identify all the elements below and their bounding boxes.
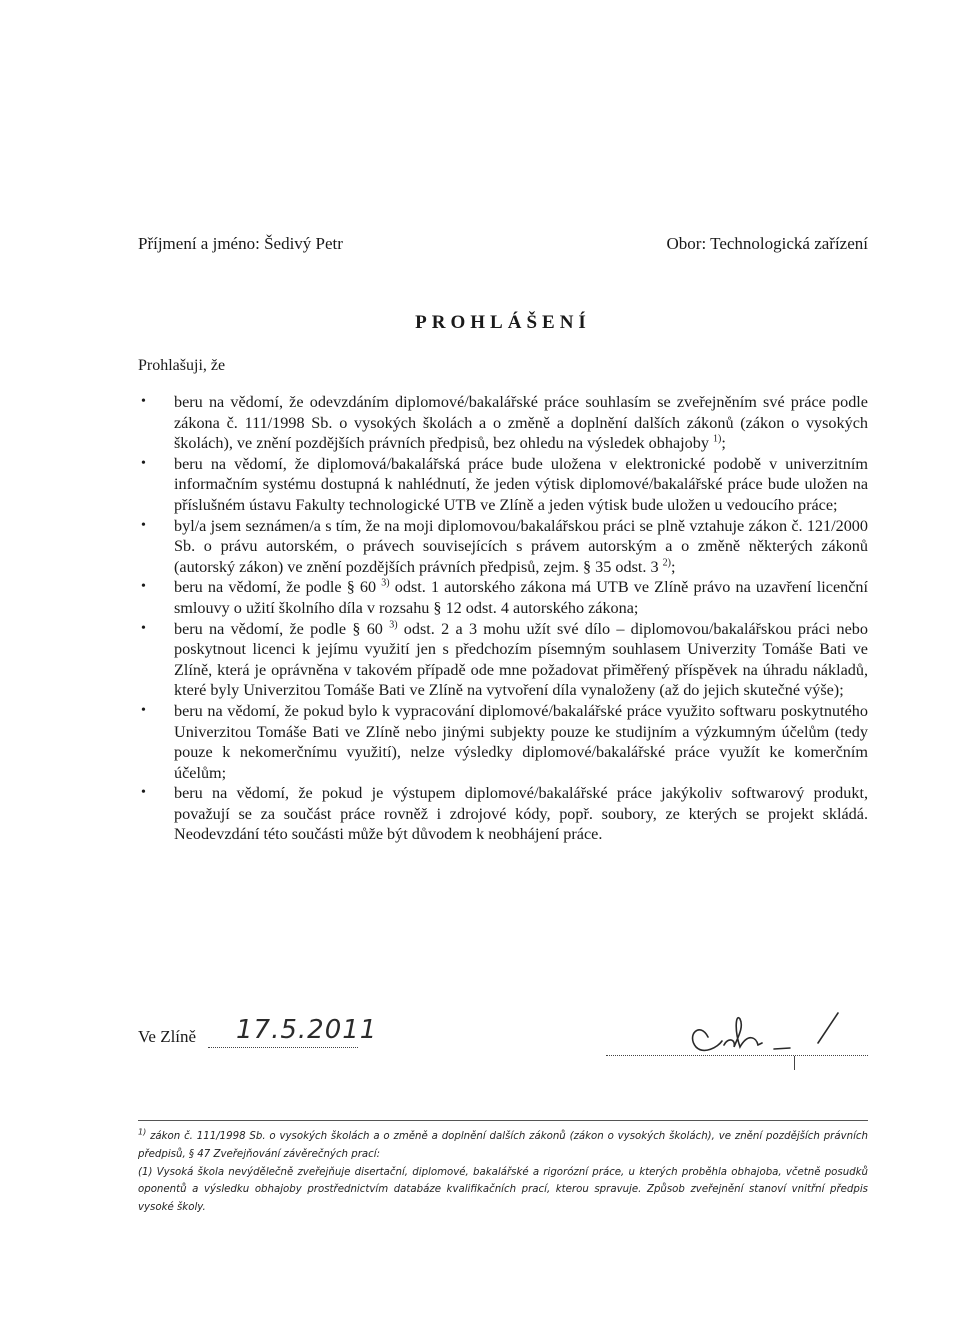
footnotes (138, 1128, 868, 1217)
footnote-reference: 3) (389, 619, 398, 631)
declaration-item-text: beru na vědomí, že pokud bylo k vypracování diplomové/bakalářské práce využito softwaru poskytnutého Univerzitou Tomáše Bati ve Zlíně nebo jinými subjekty pouze ke studijním a výzkumným účelům (tedy pouze k nekomerčnímu využití), nelze výsledky diplomové/bakalářské práce využít ke komerčním účelům; (174, 701, 868, 782)
name-block (138, 234, 343, 254)
footnote-reference: 2) (662, 557, 671, 569)
place-label: Ve Zlíně (138, 1027, 197, 1046)
footnote-rule (138, 1120, 868, 1121)
handwritten-signature (678, 1007, 868, 1061)
declaration-item (138, 577, 868, 618)
declaration-item-text: beru na vědomí, že pokud je výstupem diplomové/bakalářské práce jakýkoliv softwarový produkt, považují se za součást práce rovněž i zdrojové kódy, popř. soubory, ze kterých se projekt skládá. Neodevzdání této součásti může být důvodem k neobhájení práce. (174, 784, 868, 844)
declaration-item-tail: odst. 1 autorského zákona má UTB ve Zlíně právo na uzavření licenční smlouvy o užití školního díla v rozsahu § 12 odst. 4 autorského zákona; (174, 578, 869, 617)
header-row (138, 234, 868, 260)
declaration-item (138, 516, 868, 578)
bullet-icon: • (141, 702, 146, 718)
declaration-item (138, 619, 868, 701)
declaration-item-text: beru na vědomí, že diplomová/bakalářská práce bude uložena v elektronické podobě v univerzitním informačním systému dostupná k nahlédnutí, že jeden výtisk diplomové/bakalářské práce bude uložen na příslušném ústavu Fakulty technologické UTB ve Zlíně a jeden výtisk bude uložen u vedoucího práce; (174, 454, 868, 514)
handwritten-date: 17.5.2011 (236, 1015, 378, 1045)
bullet-icon: • (141, 455, 146, 471)
bullet-icon: • (141, 785, 146, 801)
bullet-icon: • (141, 517, 146, 533)
name-value: Šedivý Petr (264, 234, 343, 253)
field-label: Obor: (666, 234, 707, 253)
declaration-item-text: beru na vědomí, že podle § 60 (174, 578, 377, 597)
signature-dotted-line (606, 1055, 868, 1056)
field-value: Technologická zařízení (710, 234, 868, 253)
intro-text: Prohlašuji, že (138, 357, 226, 374)
footnote-reference: 1) (712, 433, 722, 445)
declaration-item (138, 783, 868, 845)
name-label: Příjmení a jméno: (138, 234, 260, 253)
declaration-item (138, 454, 868, 516)
footnote-1 (138, 1128, 868, 1164)
footnote-1-text: zákon č. 111/1998 Sb. o vysokých školách a o změně a doplnění dalších zákonů (zákon o vysokých školách), ve znění pozdějších právních předpisů, § 47 Zveřejňování závěrečných prací: (138, 1131, 868, 1160)
declaration-item (138, 392, 868, 454)
declaration-item-text: beru na vědomí, že odevzdáním diplomové/bakalářské práce souhlasím se zveřejněním své práce podle zákona č. 111/1998 Sb. o vysokých školách a o změně a doplnění dalších zákonů (zákon o vysokých školách), ve znění pozdějších právních předpisů, bez ohledu na výsledek obhajoby (174, 393, 868, 453)
signature-tick (794, 1056, 795, 1070)
field-block (667, 234, 869, 254)
footnote-reference: 3) (381, 577, 390, 589)
declaration-list (138, 392, 868, 845)
declaration-item-tail: ; (670, 557, 676, 576)
footnote-2: (1) Vysoká škola nevýdělečně zveřejňuje disertační, diplomové, bakalářské a rigorózní práce, u kterých proběhla obhajoba, včetně posudků oponentů a výsledku obhajoby prostřednictvím databáze kvalifikačních prací, kterou spravuje. Způsob zveřejnění stanoví vnitřní předpis vysoké školy. (138, 1166, 868, 1214)
declaration-item-text: byl/a jsem seznámen/a s tím, že na moji diplomovou/bakalářskou práci se plně vztahuje zákon č. 121/2000 Sb. o právu autorském, o právech souvisejících s právem autorským a o změně některých zákonů (autorský zákon) ve znění pozdějších právních předpisů, zejm. § 35 odst. 3 (174, 516, 868, 576)
declaration-item-text: beru na vědomí, že podle § 60 (174, 619, 383, 638)
signature-row (138, 1015, 868, 1085)
bullet-icon: • (141, 394, 146, 409)
bullet-icon: • (141, 620, 146, 636)
declaration-item-tail: odst. 2 a 3 mohu užít své dílo – diplomovou/bakalářskou práci nebo poskytnout licenci k jejímu využití jen s předchozím písemným souhlasem Univerzity Tomáše Bati ve Zlíně, která je oprávněna v takovém případě ode mne požadovat přiměřený příspěvek na úhradu nákladů, které byly Univerzitou Tomáše Bati ve Zlíně na vytvoření díla vynaloženy (až do jejich skutečné výše); (174, 619, 868, 700)
document-title: PROHLÁŠENÍ (415, 312, 591, 333)
bullet-icon: • (141, 579, 146, 595)
declaration-item (138, 701, 868, 783)
declaration-item-tail: ; (721, 434, 726, 453)
footnote-1-ref: 1) (138, 1127, 147, 1137)
